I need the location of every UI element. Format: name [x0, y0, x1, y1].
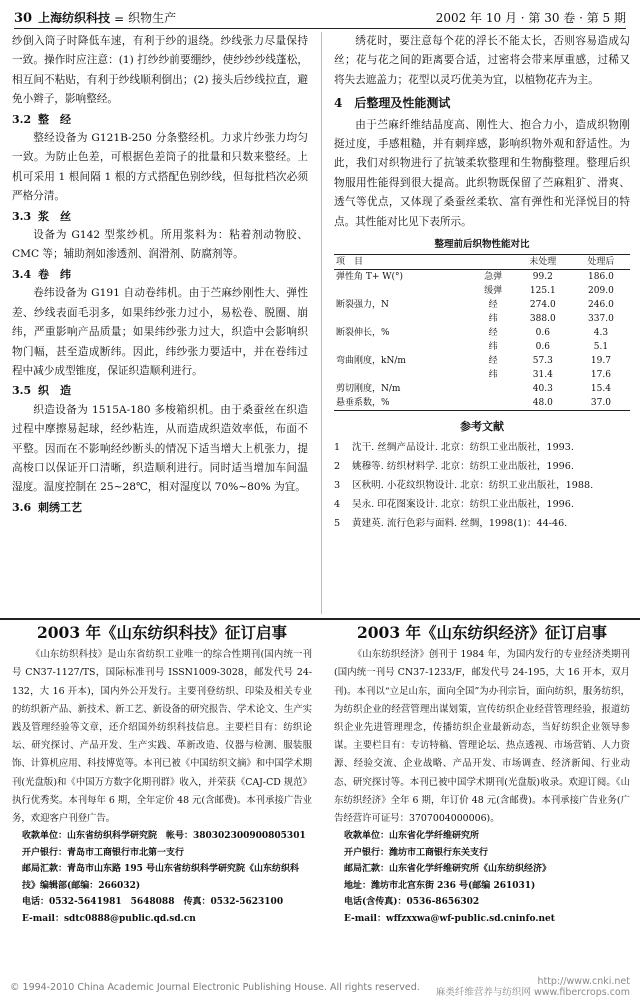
- section-number: 3.4: [12, 267, 32, 281]
- reference-number: 2: [334, 461, 341, 473]
- notice-body: 《山东纺织科技》是山东省纺织工业唯一的综合性期刊(国内统一刊号 CN37-1127/TS，国际标准刊号 ISSN1009-3028，邮发代号 24-132，大 16 开本)，国内外公开发行。主要刊登纺织、印染及相关专业的纺织新产品、新技术、新工艺、新设备的研究报告、学术论文、生产实践及管理经验等文章，还介绍国外纺织科技信息。主要栏目有：纺织论坛、研究探讨、产品开发、生产实践、革新改造、仪器与检测、服装服饰、计算机应用、科技博览等。本刊已被《中国纺织文摘》和中国学术期刊(光盘版)和《中国万方数字化期刊群》收入，并荣获《CAJ-CD 规范》执行优秀奖。本刊每年 6 期，全年定价 48 元(含邮费)。本刊承接广告业务，欢迎客户刊登广告。: [12, 649, 313, 825]
- postal-line: 邮局汇款：青岛市山东路 195 号山东省纺织科学研究院《山东纺织科技》编辑部(邮编：266032): [22, 864, 300, 891]
- table-header-cell: 未处理: [514, 255, 572, 270]
- section-heading: [12, 381, 308, 400]
- page-header: [14, 4, 626, 29]
- email-line: E-mail：sdtc0888@public.qd.sd.cn: [22, 913, 196, 924]
- table-cell: [334, 340, 472, 354]
- notice-title: 2003 年《山东纺织经济》征订启事: [356, 623, 608, 642]
- section-number: 3.5: [12, 384, 32, 398]
- section-number: 3.6: [12, 500, 32, 514]
- watermark-line: 麻类纤维营养与纺织网: [435, 987, 531, 998]
- phone-line: 电话：0532-5641981 5648088 传真：0532-5623100: [22, 897, 284, 908]
- right-column: [334, 32, 630, 533]
- section-title: 后整理及性能测试: [354, 96, 451, 111]
- table-header-cell: 项 目: [334, 255, 472, 270]
- payee-line: 收款单位：山东省化学纤维研究所: [344, 831, 480, 842]
- table-cell: 31.4: [532, 370, 553, 381]
- issue-info: 2002 年 10 月 · 第 30 卷 · 第 5 期: [435, 11, 626, 25]
- table-cell: 剪切刚度，N/m: [336, 384, 401, 395]
- table-cell: 246.0: [588, 300, 614, 311]
- references-list: [334, 438, 630, 533]
- header-separator: =: [114, 12, 125, 26]
- table-header-cell: [472, 255, 513, 270]
- table-cell: 274.0: [529, 300, 556, 311]
- copyright-text: © 1994-2010 China Academic Journal Electronic Publishing House. All rights reserved.: [10, 981, 420, 993]
- table-cell: 经: [488, 356, 498, 367]
- table-row: [334, 396, 630, 411]
- bank-line: 开户银行：潍坊市工商银行东关支行: [344, 847, 489, 858]
- phone-line: 电话(含传真)：0536-8656302: [344, 897, 480, 908]
- reference-text: 区秋明. 小花纹织物设计. 北京：纺织工业出版社，1988.: [352, 480, 594, 492]
- table-row: [334, 340, 630, 354]
- section-title: 卷 纬: [38, 267, 71, 281]
- section-heading: [12, 207, 308, 226]
- table-cell: 0.6: [535, 328, 550, 339]
- table-cell: [472, 382, 513, 396]
- table-cell: 48.0: [514, 396, 572, 411]
- performance-table: [334, 254, 630, 411]
- table-cell: 纬: [488, 370, 498, 381]
- table-cell: 纬: [488, 314, 498, 325]
- email-line: E-mail：wffzxxwa@wf-public.sd.cninfo.net: [344, 913, 555, 924]
- section-heading: [12, 498, 308, 517]
- table-cell: 125.1: [529, 286, 556, 297]
- subscription-notice-left: [12, 624, 312, 927]
- references-title: 参考文献: [460, 420, 504, 434]
- table-cell: [334, 284, 472, 298]
- table-cell: 悬垂系数，%: [334, 396, 472, 411]
- table-header-cell: 处理后: [572, 255, 630, 270]
- table-cell: 缓弹: [484, 286, 503, 297]
- reference-text: 姚穆等. 纺织材料学. 北京：纺织工业出版社，1996.: [352, 461, 574, 473]
- reference-text: 黄建英. 流行色彩与面料. 丝绸，1998(1)：44-46.: [352, 518, 568, 530]
- table-cell: 弯曲刚度，kN/m: [336, 356, 406, 367]
- table-cell: 断裂伸长，%: [336, 328, 390, 339]
- payee-line: 收款单位：山东省纺织科学研究院 帐号：380302300900805301: [22, 831, 306, 842]
- reference-number: 1: [334, 442, 341, 454]
- address-line: 地址：潍坊市北宫东街 236 号(邮编 261031): [344, 880, 536, 891]
- paragraph: 设备为 G142 型浆纱机。所用浆料为：粘着剂动物胶、CMC 等；辅助剂如渗透剂、润滑剂、防腐剂等。: [12, 229, 308, 261]
- bank-line: 开户银行：青岛市工商银行市北第一支行: [22, 847, 185, 858]
- table-cell: 5.1: [593, 342, 609, 353]
- section-title: 整 经: [38, 112, 71, 126]
- section-title: 织 造: [38, 384, 71, 398]
- table-cell: 388.0: [529, 314, 556, 325]
- section-number: 3.2: [12, 112, 32, 126]
- table-row: [334, 368, 630, 382]
- journal-name: 上海纺织科技: [38, 11, 111, 25]
- table-row: [334, 382, 630, 396]
- table-row: [334, 326, 630, 340]
- section-title: 刺绣工艺: [38, 500, 82, 514]
- table-cell: 0.6: [535, 342, 550, 353]
- reference-number: 4: [334, 499, 341, 511]
- cnki-link[interactable]: http://www.cnki.net: [537, 976, 630, 987]
- paragraph: 纱倒入筒子时降低车速，有利于纱的退绕。纱线张力尽量保持一致。操作时应注意：(1) 打纱纱前要绷纱，使纱纱纱线蓬松，相互间不粘贴，有利于纱线顺利倒出；(2) 接头后纱线拉直，避免小辫子，影响整经。: [12, 35, 308, 106]
- page-footer: [0, 976, 640, 998]
- table-cell: 弹性角 T+ W(°): [336, 272, 404, 283]
- reference-item: [334, 438, 630, 457]
- section-name: 织物生产: [128, 11, 177, 25]
- left-column: [12, 32, 308, 517]
- table-cell: 急弹: [484, 272, 503, 283]
- table-cell: 19.7: [590, 356, 611, 367]
- table-cell: 186.0: [588, 272, 614, 283]
- table-body: [334, 270, 630, 411]
- table-header-row: [334, 255, 630, 270]
- reference-item: [334, 514, 630, 533]
- table-cell: [472, 396, 513, 411]
- reference-item: [334, 457, 630, 476]
- table-cell: [334, 312, 472, 326]
- table-cell: 209.0: [588, 286, 614, 297]
- table-cell: 15.4: [590, 384, 611, 395]
- paragraph: 卷纬设备为 G191 自动卷纬机。由于苎麻纱刚性大、弹性差、纱线表面毛羽多，如果纬纱张力过小，易松卷、脱圈、崩纬，严重影响产品质量；如果纬纱张力过大，织造中会影响织物门幅，甚至造成断纬。因此，纬纱张力要适中，并在卷纬过程中减少成型锥度，保证织造顺利进行。: [12, 287, 308, 377]
- table-cell: 57.3: [532, 356, 553, 367]
- column-divider: [321, 32, 322, 614]
- table-cell: 37.0: [572, 396, 630, 411]
- section-title: 浆 丝: [38, 209, 71, 223]
- table-cell: 经: [488, 300, 498, 311]
- table-cell: 99.2: [532, 272, 553, 283]
- notice-body: 《山东纺织经济》创刊于 1984 年，为国内发行的专业经济类期刊(国内统一刊号 CN37-1233/F，邮发代号 24-195，大 16 开本，双月刊)。本刊以“立足山东，面向全国”为办刊宗旨，面向纺织，服务纺织，为纺织企业的经营管理出谋划策，宣传纺织企业经营管理经验，报道纺织企业先进管理理念，传播纺织企业最新动态，当好纺织企业领导参谋。主要栏目有：专访特稿、管理论坛、热点透视、市场营销、人力资源、经验交流、企业战略、产品开发、市场调查、经济新闻、行业动态、研究探讨等。本刊已被中国学术期刊(光盘版)收录。欢迎订阅。《山东纺织经济》全年 6 期，年订价 48 元(含邮费)。本刊承接广告业务(广告经营许可证号：3707004000006)。: [334, 649, 630, 825]
- reference-item: [334, 476, 630, 495]
- table-cell: 经: [488, 328, 498, 339]
- subscription-notice-right: [334, 624, 630, 927]
- page-number: 30: [14, 11, 33, 26]
- reference-number: 5: [334, 518, 341, 530]
- reference-text: 吴永. 印花图案设计. 北京：纺织工业出版社，1996.: [352, 499, 574, 511]
- table-row: [334, 354, 630, 368]
- section-number: 4: [334, 96, 343, 111]
- reference-text: 沈干. 丝绸产品设计. 北京：纺织工业出版社，1993.: [352, 442, 574, 454]
- horizontal-rule: [0, 618, 640, 620]
- notice-title: 2003 年《山东纺织科技》征订启事: [36, 623, 288, 642]
- paragraph: 整经设备为 G121B-250 分条整经机。力求片纱张力均匀一致。为防止色差，可根据色差筒子的批量和只数来整经。上机可采用 1 根间隔 1 根的方式搭配色别纱线，但每批档次必须严格分清。: [12, 132, 308, 203]
- table-row: [334, 312, 630, 326]
- paragraph: 绣花时，要注意每个花的浮长不能太长，否则容易造成勾丝；花与花之间的距离要合适，过密将会带来厚重感，过稀又将失去遮盖力；花型以灵巧优美为宜，以植物花卉为主。: [334, 35, 630, 86]
- section-heading: [334, 94, 630, 113]
- paragraph: 织造设备为 1515A-180 多梭箱织机。由于桑蚕丝在织造过程中摩擦易起球，经纱粘连，从而造成织造效率低，布面不平整。因而在不影响经纱断头的情况下适当增大上机张力，提高梭口以保证开口清晰，织造顺利进行。同时适当增加车间温湿度。温度控制在 25~28℃，相对湿度以 70%~80% 为宜。: [12, 403, 308, 494]
- table-caption: 整理前后织物性能对比: [434, 239, 530, 251]
- paragraph: 由于苎麻纤维结晶度高、刚性大、抱合力小，造成织物刚挺过度，手感粗糙，并有刺痒感，影响织物外观和舒适性。为此，我们对织物进行了抗皱柔软整理和生物酶整理。整理后织物服用性能得到很大提高。此织物既保留了苎麻粗犷、滑爽、透气等优点，又体现了桑蚕丝柔软、富有弹性和光泽悦目的特点。其性能对比见下表所示。: [334, 118, 630, 228]
- table-row: [334, 298, 630, 312]
- table-cell: 40.3: [532, 384, 553, 395]
- section-heading: [12, 265, 308, 284]
- table-row: [334, 270, 630, 285]
- postal-line: 邮局汇款：山东省化学纤维研究所《山东纺织经济》: [344, 864, 552, 875]
- watermark: [436, 976, 630, 998]
- table-cell: 337.0: [588, 314, 614, 325]
- table-row: [334, 284, 630, 298]
- section-heading: [12, 110, 308, 129]
- section-number: 3.3: [12, 209, 32, 223]
- reference-item: [334, 495, 630, 514]
- table-cell: 4.3: [593, 328, 609, 339]
- table-cell: 断裂强力，N: [336, 300, 389, 311]
- watermark-url: www.fibercrops.com: [533, 987, 630, 998]
- reference-number: 3: [334, 480, 341, 492]
- table-cell: 纬: [488, 342, 498, 353]
- table-cell: [334, 368, 472, 382]
- table-cell: 17.6: [590, 370, 611, 381]
